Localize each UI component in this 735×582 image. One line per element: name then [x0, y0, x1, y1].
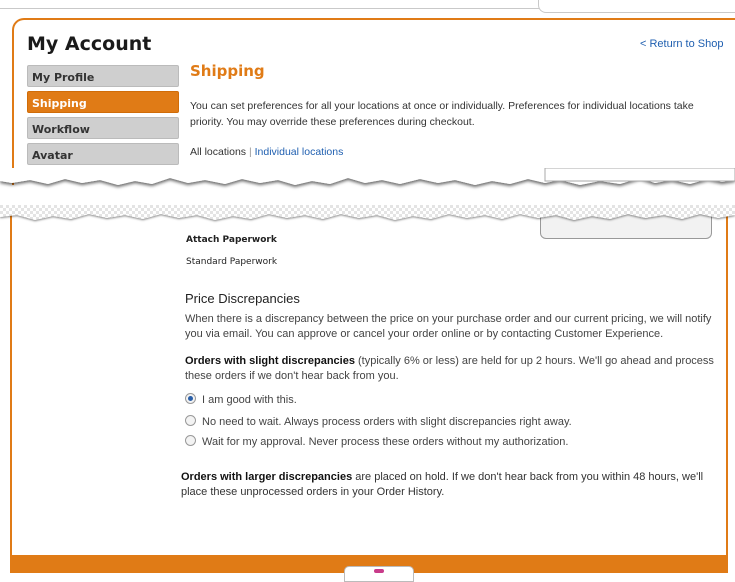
section-title: Shipping	[190, 62, 265, 80]
price-discrepancies-description: When there is a discrepancy between the price on your purchase order and our current pricing, we will notify you via email. You can approve or cancel your order online or by contacting Customer Experience.	[185, 313, 712, 340]
option-label: No need to wait. Always process orders with slight discrepancies right away.	[202, 416, 572, 428]
option-good-with-this[interactable]	[185, 393, 297, 406]
option-wait-for-approval[interactable]	[185, 435, 568, 448]
shipping-settings-panel	[10, 215, 728, 555]
sidebar-item-avatar[interactable]: Avatar	[27, 143, 179, 165]
location-separator: |	[248, 146, 252, 158]
price-discrepancies-title: Price Discrepancies	[185, 291, 300, 306]
individual-locations-link[interactable]: Individual locations	[254, 146, 344, 158]
larger-discrepancies-label: Orders with larger discrepancies	[181, 471, 353, 483]
radio-selected-icon[interactable]	[185, 393, 196, 404]
sidebar-item-shipping[interactable]: Shipping	[27, 91, 179, 113]
all-locations-label[interactable]: All locations	[190, 146, 247, 158]
larger-discrepancies-text	[181, 470, 726, 500]
top-tab	[538, 0, 735, 13]
larger-discrepancies-detail: are placed on hold. If we don't hear back from you within 48 hours, we'll place these unprocessed orders in your Order History.	[181, 471, 704, 498]
sidebar-item-workflow[interactable]: Workflow	[27, 117, 179, 139]
save-button[interactable]	[344, 566, 414, 582]
paperwork-value[interactable]: Standard Paperwork	[186, 257, 278, 267]
radio-unselected-icon[interactable]	[185, 435, 196, 446]
torn-edge-bottom	[0, 205, 735, 227]
location-switcher	[190, 146, 343, 158]
option-no-need-to-wait[interactable]	[185, 415, 572, 428]
radio-unselected-icon[interactable]	[185, 415, 196, 426]
shipping-description: You can set preferences for all your locations at once or individually. Preferences for individual locations take priority. You may override these preferences during checkout.	[190, 100, 694, 128]
slight-discrepancies-text	[185, 354, 725, 384]
button-icon	[374, 569, 384, 573]
return-to-shop-link[interactable]: < Return to Shop	[640, 38, 724, 50]
torn-edge-top	[0, 168, 735, 198]
option-label: I am good with this.	[202, 394, 297, 406]
page-title: My Account	[27, 33, 152, 55]
sidebar-item-my-profile[interactable]: My Profile	[27, 65, 179, 87]
slight-discrepancies-label: Orders with slight discrepancies	[185, 355, 355, 367]
option-label: Wait for my approval. Never process these orders without my authorization.	[202, 436, 569, 448]
slight-discrepancies-detail: (typically 6% or less) are held for up 2 hours. We'll go ahead and process these orders if we don't hear back from you.	[185, 355, 714, 382]
attach-paperwork-heading: Attach Paperwork	[186, 235, 277, 245]
